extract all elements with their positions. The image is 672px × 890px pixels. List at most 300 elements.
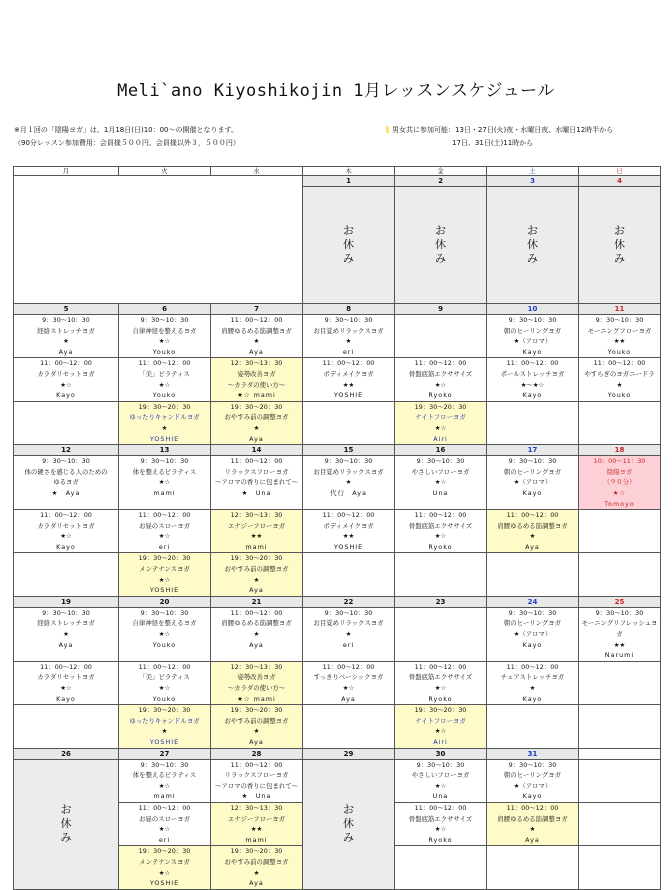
lesson-level: ★ (253, 630, 260, 639)
lesson-name: 骨盤底筋エクササイズ (408, 369, 473, 378)
lesson-time: 19：30〜20：30 (138, 554, 191, 563)
lesson-name: 体を整えるピラティス (132, 467, 197, 476)
lesson-instructor: Narumi (604, 651, 635, 660)
closed-day-cell (14, 759, 119, 889)
lesson-level: ★☆ (158, 575, 171, 584)
lesson-instructor: Kayo (522, 391, 543, 400)
lesson-name: おやすみ前の調整ヨガ (224, 565, 289, 574)
lesson-time: 9：30〜10：30 (324, 608, 373, 617)
schedule-table (13, 166, 661, 890)
lesson-cell (119, 661, 211, 704)
lesson-instructor: ★ Una (241, 488, 272, 497)
lesson-cell (487, 510, 579, 553)
lesson-cell (487, 358, 579, 401)
lesson-time: 11：00〜12：00 (506, 511, 559, 520)
lesson-cell (303, 358, 395, 401)
lesson-time: 9：30〜10：30 (508, 608, 557, 617)
lesson-cell (579, 510, 661, 553)
lesson-name: すっきりベーシックヨガ (313, 673, 384, 682)
lesson-cell (119, 358, 211, 401)
lesson-name: モーニングフローヨガ (587, 326, 652, 335)
lesson-instructor: Aya (249, 640, 264, 649)
lesson-time: 9：30〜10：30 (416, 760, 465, 769)
lesson-time: 9：30〜10：30 (508, 316, 557, 324)
lesson-name: カラダリセットヨガ (37, 369, 95, 378)
weekday-header: 水 (211, 167, 303, 176)
date-cell: 7 (211, 304, 303, 315)
lesson-level: ★ (161, 727, 168, 736)
lesson-instructor: Ryoko (428, 391, 453, 400)
lesson-cell (119, 456, 211, 510)
date-cell: 4 (579, 176, 661, 187)
weekday-header: 木 (303, 167, 395, 176)
lesson-cell (119, 607, 211, 661)
lesson-instructor: Ryoko (428, 694, 453, 703)
lesson-level: ★★ (342, 380, 355, 389)
lesson-instructor: Kayo (522, 694, 543, 703)
date-cell: 25 (579, 596, 661, 607)
slot-row (14, 661, 661, 704)
lesson-cell (303, 661, 395, 704)
lesson-cell (14, 607, 119, 661)
lesson-cell (119, 705, 211, 748)
slot-row (14, 315, 661, 358)
lesson-level: ★ (253, 423, 260, 432)
date-cell: 27 (119, 748, 211, 759)
lesson-name: ナイトフローヨガ (415, 716, 466, 725)
lesson-cell (303, 705, 395, 748)
lesson-name: お昼のスローヨガ (138, 814, 191, 823)
lesson-cell (119, 759, 211, 802)
lesson-level: 〜カラダの使い方〜 (227, 684, 286, 692)
lesson-instructor: mami (153, 488, 176, 497)
lesson-instructor: YOSHIE (333, 542, 364, 551)
closed-day-cell (395, 187, 487, 304)
lesson-cell (211, 510, 303, 553)
lesson-time: 19：30〜20：30 (230, 554, 283, 563)
lesson-instructor: ★☆ mami (237, 391, 276, 400)
lesson-time: 10：00〜11：30 (593, 457, 646, 466)
lesson-cell (211, 705, 303, 748)
date-row (14, 176, 661, 187)
lesson-time: 9：30〜10：30 (140, 760, 189, 769)
lesson-name: お目覚めリラックスヨガ (313, 467, 384, 476)
marker-icon (386, 126, 389, 133)
lesson-level: ★☆ (60, 532, 72, 541)
closed-label: お休み (435, 224, 446, 265)
lesson-cell (579, 607, 661, 661)
lesson-instructor: Aya (249, 737, 264, 746)
date-cell: 11 (579, 304, 661, 315)
lesson-level: ★☆ (60, 380, 72, 389)
lesson-time: 9：30〜10：30 (42, 608, 90, 617)
lesson-level: ★（アロマ） (513, 630, 552, 639)
closed-label: お休み (343, 803, 354, 845)
note-line: 男女共に参加可能：13日・27日(火)夜・水曜日夜、水曜日12時半から (392, 126, 614, 134)
lesson-instructor: eri (342, 640, 355, 649)
lesson-name: お昼のスローヨガ (138, 521, 191, 530)
lesson-instructor: Ryoko (428, 835, 453, 844)
closed-label: お休み (614, 224, 625, 265)
lesson-level: ゆるヨガ (53, 478, 79, 487)
lesson-time: 11：00〜12：00 (506, 803, 559, 812)
lesson-cell (487, 553, 579, 596)
notes-right (386, 124, 613, 150)
lesson-cell (303, 315, 395, 358)
lesson-instructor: Kayo (56, 694, 76, 703)
lesson-cell (119, 846, 211, 889)
date-cell: 12 (14, 445, 119, 456)
lesson-cell (211, 315, 303, 358)
slot-row (14, 553, 661, 596)
lesson-name: 体を整えるピラティス (132, 771, 197, 780)
lesson-time: 19：30〜20：30 (230, 402, 283, 411)
lesson-time: 19：30〜20：30 (414, 402, 467, 411)
lesson-name: メンテナンスヨガ (139, 565, 190, 574)
lesson-level: ★（アロマ） (513, 781, 552, 790)
lesson-cell (303, 510, 395, 553)
lesson-time: 9：30〜10：30 (508, 760, 557, 769)
lesson-cell (14, 553, 119, 596)
lesson-cell (395, 802, 487, 845)
lesson-level: ★★ (613, 640, 626, 649)
lesson-cell (579, 358, 661, 401)
lesson-name: ボディメイクヨガ (323, 369, 374, 378)
lesson-name: 肩腰ゆるめる筋調整ヨガ (497, 521, 568, 530)
lesson-cell (395, 759, 487, 802)
lesson-cell (14, 705, 119, 748)
lesson-level: ★ (345, 630, 352, 639)
lesson-name: ナイトフローヨガ (415, 413, 466, 422)
lesson-time: 11：00〜12：00 (506, 662, 559, 671)
lesson-name: お目覚めリラックスヨガ (313, 326, 384, 335)
lesson-level: ★ (161, 423, 168, 432)
lesson-time: 19：30〜20：30 (138, 847, 191, 856)
lesson-time: 11：00〜12：00 (230, 760, 283, 769)
lesson-name: エナジーフローヨガ (227, 814, 286, 823)
lesson-level: ★★ (250, 825, 263, 834)
lesson-level: ★☆ (434, 380, 447, 389)
lesson-name: やすらぎのヨガニードラ (584, 369, 655, 378)
lesson-name: やさしいフローヨガ (411, 467, 470, 476)
lesson-name: 朝のヒーリングヨガ (503, 771, 562, 780)
lesson-cell (579, 401, 661, 444)
lesson-instructor: Youko (607, 391, 632, 400)
lesson-name: 朝のヒーリングヨガ (503, 619, 562, 628)
lesson-cell (487, 661, 579, 704)
weekday-row (14, 167, 661, 176)
lesson-instructor: mami (245, 835, 268, 844)
lesson-cell (395, 846, 487, 889)
lesson-name: 陰陽ヨガ (606, 467, 633, 476)
notes-left (14, 124, 240, 150)
lesson-level: 〜アロマの香りに包まれて〜 (214, 478, 299, 487)
lesson-time: 11：00〜12：00 (230, 457, 283, 466)
lesson-instructor: mami (245, 542, 268, 551)
slot-row (14, 401, 661, 444)
lesson-instructor: YOSHIE (149, 879, 180, 888)
date-cell: 10 (487, 304, 579, 315)
weekday-header: 日 (579, 167, 661, 176)
date-cell: 29 (303, 748, 395, 759)
closed-day-cell (303, 187, 395, 304)
date-cell: 3 (487, 176, 579, 187)
lesson-instructor: Youko (607, 347, 632, 356)
lesson-instructor: Aya (249, 347, 264, 356)
lesson-time: 9：30〜10：30 (508, 457, 557, 466)
lesson-name: 体の硬さを感じる人のための (24, 467, 108, 476)
lesson-level: ★☆ (158, 532, 171, 541)
lesson-time: 11：00〜12：00 (138, 803, 191, 812)
lesson-cell (487, 759, 579, 802)
lesson-time: 11：00〜12：00 (40, 662, 92, 671)
lesson-name: おやすみ前の調整ヨガ (224, 716, 289, 725)
lesson-time: 19：30〜20：30 (138, 706, 191, 715)
lesson-name: リラックスフローヨガ (224, 771, 289, 780)
lesson-instructor: Youko (152, 640, 177, 649)
lesson-instructor: Aya (58, 347, 74, 356)
lesson-time: 12：30〜13：30 (230, 662, 283, 671)
lesson-name: 肩腰ゆるめる筋調整ヨガ (497, 814, 568, 823)
lesson-cell (119, 553, 211, 596)
lesson-cell (303, 456, 395, 510)
lesson-name: リラックスフローヨガ (224, 467, 289, 476)
weekday-header: 金 (395, 167, 487, 176)
date-cell: 21 (211, 596, 303, 607)
note-line: ※月１回の「陰陽ヨガ」は、1月18日(日)10：00〜の開催となります。 (14, 126, 238, 134)
lesson-time: 11：00〜12：00 (138, 511, 191, 520)
lesson-name: チェアストレッチヨガ (500, 673, 565, 682)
lesson-time: 9：30〜10：30 (595, 316, 644, 324)
date-cell: 23 (395, 596, 487, 607)
lesson-level: ★☆ (434, 478, 447, 487)
lesson-level: （９０分） (603, 478, 636, 487)
lesson-cell (211, 802, 303, 845)
lesson-cell (14, 315, 119, 358)
lesson-time: 11：00〜12：00 (40, 359, 92, 368)
lesson-cell (579, 661, 661, 704)
lesson-cell (579, 846, 661, 889)
lesson-cell (579, 456, 661, 510)
lesson-cell (579, 705, 661, 748)
slot-row (14, 705, 661, 748)
lesson-time: 11：00〜12：00 (593, 359, 646, 368)
lesson-cell (303, 401, 395, 444)
lesson-time: 9：30〜10：30 (42, 457, 90, 466)
lesson-time: 9：30〜10：30 (324, 457, 373, 466)
lesson-instructor: ★ Una (241, 792, 272, 801)
date-cell: 13 (119, 445, 211, 456)
lesson-instructor: Aya (525, 542, 540, 551)
lesson-name: メンテナンスヨガ (139, 857, 190, 866)
lesson-cell (487, 607, 579, 661)
lesson-cell (487, 456, 579, 510)
lesson-name: やさしいフローヨガ (411, 771, 470, 780)
lesson-time: 19：30〜20：30 (230, 847, 283, 856)
lesson-name: 自律神経を整えるヨガ (132, 326, 197, 335)
lesson-name: 肩腰ゆるめる筋調整ヨガ (221, 619, 292, 628)
lesson-level: ★ (253, 868, 260, 877)
lesson-instructor: YOSHIE (333, 391, 364, 400)
lesson-level: ★☆ (342, 684, 355, 692)
lesson-level: ★★ (250, 532, 263, 541)
lesson-instructor: ★☆ mami (237, 694, 276, 703)
date-cell: 30 (395, 748, 487, 759)
closed-label: お休み (527, 224, 538, 265)
date-cell: 8 (303, 304, 395, 315)
lesson-cell (395, 456, 487, 510)
lesson-instructor: Aya (249, 879, 264, 888)
date-row (14, 304, 661, 315)
lesson-level: ★☆ (434, 825, 447, 834)
lesson-instructor: Airi (433, 434, 448, 443)
lesson-cell (14, 510, 119, 553)
date-cell: 18 (579, 445, 661, 456)
lesson-level: ★☆ (158, 380, 171, 389)
lesson-cell (14, 401, 119, 444)
lesson-instructor: Aya (249, 586, 264, 595)
lesson-cell (211, 553, 303, 596)
lesson-cell (487, 846, 579, 889)
lesson-name: 経絡ストレッチヨガ (37, 326, 95, 335)
lesson-cell (303, 553, 395, 596)
lesson-instructor: ★☆ (612, 488, 627, 497)
lesson-instructor: Youko (152, 391, 177, 400)
lesson-cell (211, 759, 303, 802)
lesson-cell (487, 401, 579, 444)
date-cell: 2 (395, 176, 487, 187)
lesson-time: 11：00〜12：00 (414, 359, 467, 368)
lesson-instructor: Youko (152, 347, 177, 356)
lesson-instructor: Una (432, 488, 449, 497)
lesson-time: 9：30〜10：30 (42, 316, 90, 324)
weekday-header: 月 (14, 167, 119, 176)
lesson-name: ボディメイクヨガ (323, 521, 374, 530)
date-row (14, 445, 661, 456)
date-cell: 16 (395, 445, 487, 456)
lesson-time: 11：00〜12：00 (506, 359, 559, 368)
lesson-instructor: 代行 Aya (330, 488, 367, 497)
lesson-cell (14, 661, 119, 704)
lesson-name: 「美」ピラティス (139, 369, 190, 378)
lesson-instructor: eri (342, 347, 355, 356)
lesson-level: ★ (529, 825, 536, 834)
lesson-name: 「美」ピラティス (139, 673, 190, 682)
lesson-level: ★★ (342, 532, 355, 541)
lesson-cell (211, 358, 303, 401)
lesson-time: 12：30〜13：30 (230, 359, 283, 368)
lesson-cell (579, 315, 661, 358)
lesson-name: ゆったりキャンドルヨガ (129, 716, 200, 725)
lesson-level: ★ (529, 684, 536, 692)
closed-day-cell (579, 187, 661, 304)
lesson-instructor: ★ Aya (51, 488, 81, 497)
lesson-level: ★☆ (434, 532, 447, 541)
lesson-level: ★★ (613, 337, 626, 346)
lesson-instructor: Aya (341, 694, 356, 703)
lesson-level: ★ (253, 727, 260, 736)
lesson-time: 19：30〜20：30 (414, 706, 467, 715)
lesson-cell (395, 705, 487, 748)
lesson-time: 11：00〜12：00 (414, 662, 467, 671)
closed-day-cell (487, 187, 579, 304)
lesson-name: 骨盤底筋エクササイズ (408, 814, 473, 823)
lesson-level: ★ (345, 478, 352, 487)
lesson-name: おやすみ前の調整ヨガ (224, 413, 289, 422)
lesson-instructor: Kayo (56, 391, 76, 400)
lesson-time: 9：30〜10：30 (324, 316, 373, 324)
lesson-cell (211, 846, 303, 889)
date-cell: 6 (119, 304, 211, 315)
lesson-name: カラダリセットヨガ (37, 521, 95, 530)
lesson-time: 19：30〜20：30 (230, 706, 283, 715)
lesson-level: ★☆ (158, 825, 171, 834)
lesson-level: ★ (616, 380, 623, 389)
lesson-cell (395, 358, 487, 401)
lesson-cell (303, 607, 395, 661)
lesson-instructor: Airi (433, 737, 448, 746)
lesson-cell (395, 607, 487, 661)
lesson-cell (119, 510, 211, 553)
lesson-level: ★☆ (434, 684, 447, 692)
slot-row (14, 456, 661, 510)
lesson-level: ★ (253, 575, 260, 584)
closed-label: お休み (343, 224, 354, 265)
lesson-instructor: YOSHIE (149, 737, 180, 746)
lesson-level: ★ (529, 532, 536, 541)
lesson-level: ★☆ (434, 781, 447, 790)
lesson-name: モーニングリフレッシュヨガ (581, 619, 658, 639)
date-cell: 28 (211, 748, 303, 759)
lesson-level: ★（アロマ） (513, 478, 552, 487)
lesson-time: 11：00〜12：00 (322, 511, 375, 520)
weekday-header: 土 (487, 167, 579, 176)
lesson-cell (211, 661, 303, 704)
empty-cell (14, 176, 303, 304)
lesson-cell (579, 553, 661, 596)
weekday-header: 火 (119, 167, 211, 176)
lesson-cell (119, 802, 211, 845)
lesson-name: 朝のヒーリングヨガ (503, 326, 562, 335)
lesson-time: 11：00〜12：00 (40, 511, 92, 520)
lesson-time: 9：30〜10：30 (595, 608, 644, 617)
lesson-level: ★☆ (158, 478, 171, 487)
lesson-cell (579, 759, 661, 802)
lesson-level: 〜アロマの香りに包まれて〜 (214, 781, 299, 790)
date-cell: 24 (487, 596, 579, 607)
lesson-name: 骨盤底筋エクササイズ (408, 673, 473, 682)
lesson-cell (395, 315, 487, 358)
lesson-level: ★ (253, 337, 260, 346)
lesson-level: 〜カラダの使い方〜 (227, 380, 286, 389)
lesson-time: 19：30〜20：30 (138, 402, 191, 411)
lesson-level: ★ (63, 630, 69, 639)
lesson-level: ★☆ (158, 781, 171, 790)
note-line: （90分レッスン参加費用：会員様５００円、会員様以外３，５００円） (14, 139, 240, 147)
lesson-time: 11：00〜12：00 (322, 359, 375, 368)
lesson-time: 11：00〜12：00 (230, 316, 283, 324)
slot-row (14, 759, 661, 802)
lesson-time: 9：30〜10：30 (140, 316, 189, 324)
lesson-instructor: Kayo (56, 542, 76, 551)
lesson-name: 朝のヒーリングヨガ (503, 467, 562, 476)
lesson-instructor: Kayo (522, 347, 543, 356)
lesson-level: ★☆ (158, 630, 171, 639)
lesson-cell (579, 802, 661, 845)
date-cell: 20 (119, 596, 211, 607)
lesson-instructor: Aya (58, 640, 74, 649)
lesson-name: 肩腰ゆるめる筋調整ヨガ (221, 326, 292, 335)
